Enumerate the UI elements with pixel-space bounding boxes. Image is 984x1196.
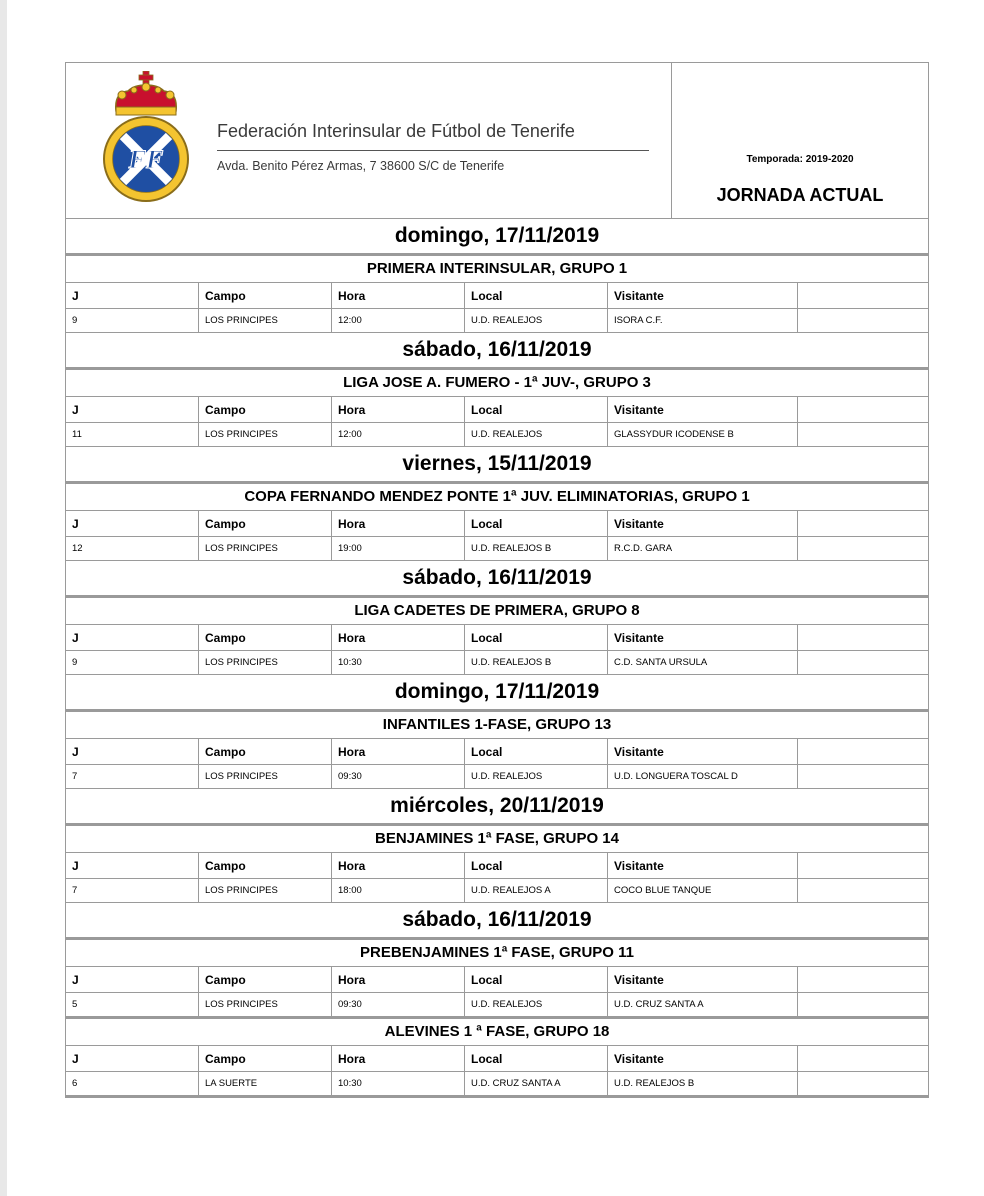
- match-row: [65, 423, 929, 447]
- match-visitante: GLASSYDUR ICODENSE B: [608, 423, 798, 446]
- column-header-row: [65, 1046, 929, 1072]
- match-local: U.D. REALEJOS B: [465, 537, 608, 560]
- match-campo: LOS PRINCIPES: [199, 765, 332, 788]
- match-blank: [798, 765, 928, 788]
- competition-title: LIGA JOSE A. FUMERO - 1ª JUV-, GRUPO 3: [65, 368, 929, 397]
- match-j: 9: [66, 309, 199, 332]
- match-hora: 12:00: [332, 309, 465, 332]
- match-hora: 10:30: [332, 651, 465, 674]
- match-campo: LOS PRINCIPES: [199, 651, 332, 674]
- competition-title: INFANTILES 1-FASE, GRUPO 13: [65, 710, 929, 739]
- column-header-j: J: [66, 739, 199, 764]
- column-header-campo: Campo: [199, 853, 332, 878]
- competition-title: LIGA CADETES DE PRIMERA, GRUPO 8: [65, 596, 929, 625]
- column-header-blank: [798, 625, 928, 650]
- match-date: domingo, 17/11/2019: [65, 219, 929, 254]
- match-date: sábado, 16/11/2019: [65, 561, 929, 596]
- match-blank: [798, 309, 928, 332]
- match-row: [65, 993, 929, 1017]
- column-header-hora: Hora: [332, 853, 465, 878]
- column-header-local: Local: [465, 739, 608, 764]
- column-header-local: Local: [465, 1046, 608, 1071]
- column-header-row: [65, 283, 929, 309]
- match-row: [65, 651, 929, 675]
- match-campo: LOS PRINCIPES: [199, 423, 332, 446]
- match-hora: 10:30: [332, 1072, 465, 1095]
- column-header-campo: Campo: [199, 1046, 332, 1071]
- match-campo: LOS PRINCIPES: [199, 879, 332, 902]
- column-header-local: Local: [465, 283, 608, 308]
- match-date: domingo, 17/11/2019: [65, 675, 929, 710]
- header-federation-panel: [66, 63, 672, 218]
- column-header-hora: Hora: [332, 739, 465, 764]
- column-header-j: J: [66, 397, 199, 422]
- match-j: 6: [66, 1072, 199, 1095]
- match-visitante: C.D. SANTA URSULA: [608, 651, 798, 674]
- header-divider-line: [217, 150, 649, 151]
- column-header-campo: Campo: [199, 511, 332, 536]
- match-local: U.D. REALEJOS A: [465, 879, 608, 902]
- column-header-visitante: Visitante: [608, 625, 798, 650]
- match-row: [65, 879, 929, 903]
- match-row: [65, 309, 929, 333]
- match-visitante: U.D. LONGUERA TOSCAL D: [608, 765, 798, 788]
- column-header-row: [65, 625, 929, 651]
- column-header-j: J: [66, 1046, 199, 1071]
- column-header-j: J: [66, 967, 199, 992]
- competition-title: BENJAMINES 1ª FASE, GRUPO 14: [65, 824, 929, 853]
- season-label: Temporada: 2019-2020: [746, 154, 854, 165]
- match-visitante: U.D. REALEJOS B: [608, 1072, 798, 1095]
- column-header-blank: [798, 853, 928, 878]
- column-header-blank: [798, 397, 928, 422]
- match-visitante: ISORA C.F.: [608, 309, 798, 332]
- match-local: U.D. REALEJOS: [465, 993, 608, 1016]
- match-blocks: [65, 219, 929, 1096]
- column-header-hora: Hora: [332, 397, 465, 422]
- column-header-campo: Campo: [199, 397, 332, 422]
- competition-title: PRIMERA INTERINSULAR, GRUPO 1: [65, 254, 929, 283]
- header-season-panel: [672, 63, 928, 218]
- competition-title: PREBENJAMINES 1ª FASE, GRUPO 11: [65, 938, 929, 967]
- document-header: [65, 62, 929, 219]
- column-header-blank: [798, 967, 928, 992]
- column-header-hora: Hora: [332, 625, 465, 650]
- competition-title: ALEVINES 1 ª FASE, GRUPO 18: [65, 1017, 929, 1046]
- match-visitante: U.D. CRUZ SANTA A: [608, 993, 798, 1016]
- column-header-blank: [798, 739, 928, 764]
- column-header-j: J: [66, 625, 199, 650]
- schedule-document: [65, 62, 929, 1098]
- column-header-row: [65, 511, 929, 537]
- federation-name: Federación Interinsular de Fútbol de Tenerife: [217, 121, 575, 141]
- column-header-visitante: Visitante: [608, 967, 798, 992]
- column-header-visitante: Visitante: [608, 283, 798, 308]
- column-header-hora: Hora: [332, 511, 465, 536]
- column-header-local: Local: [465, 397, 608, 422]
- column-header-local: Local: [465, 511, 608, 536]
- crest-letters: FF: [128, 145, 164, 174]
- column-header-visitante: Visitante: [608, 1046, 798, 1071]
- match-date: viernes, 15/11/2019: [65, 447, 929, 482]
- column-header-row: [65, 739, 929, 765]
- match-campo: LOS PRINCIPES: [199, 309, 332, 332]
- column-header-campo: Campo: [199, 625, 332, 650]
- match-date: sábado, 16/11/2019: [65, 903, 929, 938]
- match-date: sábado, 16/11/2019: [65, 333, 929, 368]
- match-hora: 18:00: [332, 879, 465, 902]
- match-j: 12: [66, 537, 199, 560]
- match-blank: [798, 1072, 928, 1095]
- match-campo: LA SUERTE: [199, 1072, 332, 1095]
- column-header-j: J: [66, 283, 199, 308]
- match-blank: [798, 651, 928, 674]
- match-campo: LOS PRINCIPES: [199, 993, 332, 1016]
- federation-crest-logo: [100, 71, 192, 203]
- column-header-blank: [798, 283, 928, 308]
- column-header-visitante: Visitante: [608, 853, 798, 878]
- match-j: 7: [66, 879, 199, 902]
- match-hora: 19:00: [332, 537, 465, 560]
- match-campo: LOS PRINCIPES: [199, 537, 332, 560]
- column-header-hora: Hora: [332, 1046, 465, 1071]
- match-visitante: R.C.D. GARA: [608, 537, 798, 560]
- match-local: U.D. CRUZ SANTA A: [465, 1072, 608, 1095]
- match-j: 11: [66, 423, 199, 446]
- table-bottom-rule: [65, 1096, 929, 1098]
- match-row: [65, 537, 929, 561]
- column-header-row: [65, 967, 929, 993]
- match-row: [65, 1072, 929, 1096]
- page-edge-shadow: [0, 0, 7, 1196]
- match-hora: 09:30: [332, 765, 465, 788]
- column-header-visitante: Visitante: [608, 397, 798, 422]
- column-header-local: Local: [465, 967, 608, 992]
- column-header-blank: [798, 511, 928, 536]
- federation-address: Avda. Benito Pérez Armas, 7 38600 S/C de Tenerife: [217, 159, 505, 173]
- match-blank: [798, 993, 928, 1016]
- match-blank: [798, 537, 928, 560]
- competition-title: COPA FERNANDO MENDEZ PONTE 1ª JUV. ELIMINATORIAS, GRUPO 1: [65, 482, 929, 511]
- column-header-campo: Campo: [199, 739, 332, 764]
- match-hora: 09:30: [332, 993, 465, 1016]
- match-local: U.D. REALEJOS B: [465, 651, 608, 674]
- column-header-row: [65, 397, 929, 423]
- column-header-blank: [798, 1046, 928, 1071]
- column-header-hora: Hora: [332, 283, 465, 308]
- match-j: 9: [66, 651, 199, 674]
- match-blank: [798, 879, 928, 902]
- match-j: 7: [66, 765, 199, 788]
- column-header-local: Local: [465, 853, 608, 878]
- match-local: U.D. REALEJOS: [465, 309, 608, 332]
- column-header-campo: Campo: [199, 967, 332, 992]
- match-local: U.D. REALEJOS: [465, 765, 608, 788]
- match-row: [65, 765, 929, 789]
- match-date: miércoles, 20/11/2019: [65, 789, 929, 824]
- column-header-row: [65, 853, 929, 879]
- match-j: 5: [66, 993, 199, 1016]
- jornada-title: JORNADA ACTUAL: [716, 185, 884, 205]
- match-visitante: COCO BLUE TANQUE: [608, 879, 798, 902]
- column-header-j: J: [66, 853, 199, 878]
- column-header-hora: Hora: [332, 967, 465, 992]
- match-local: U.D. REALEJOS: [465, 423, 608, 446]
- column-header-campo: Campo: [199, 283, 332, 308]
- column-header-visitante: Visitante: [608, 739, 798, 764]
- match-hora: 12:00: [332, 423, 465, 446]
- column-header-local: Local: [465, 625, 608, 650]
- column-header-visitante: Visitante: [608, 511, 798, 536]
- match-blank: [798, 423, 928, 446]
- column-header-j: J: [66, 511, 199, 536]
